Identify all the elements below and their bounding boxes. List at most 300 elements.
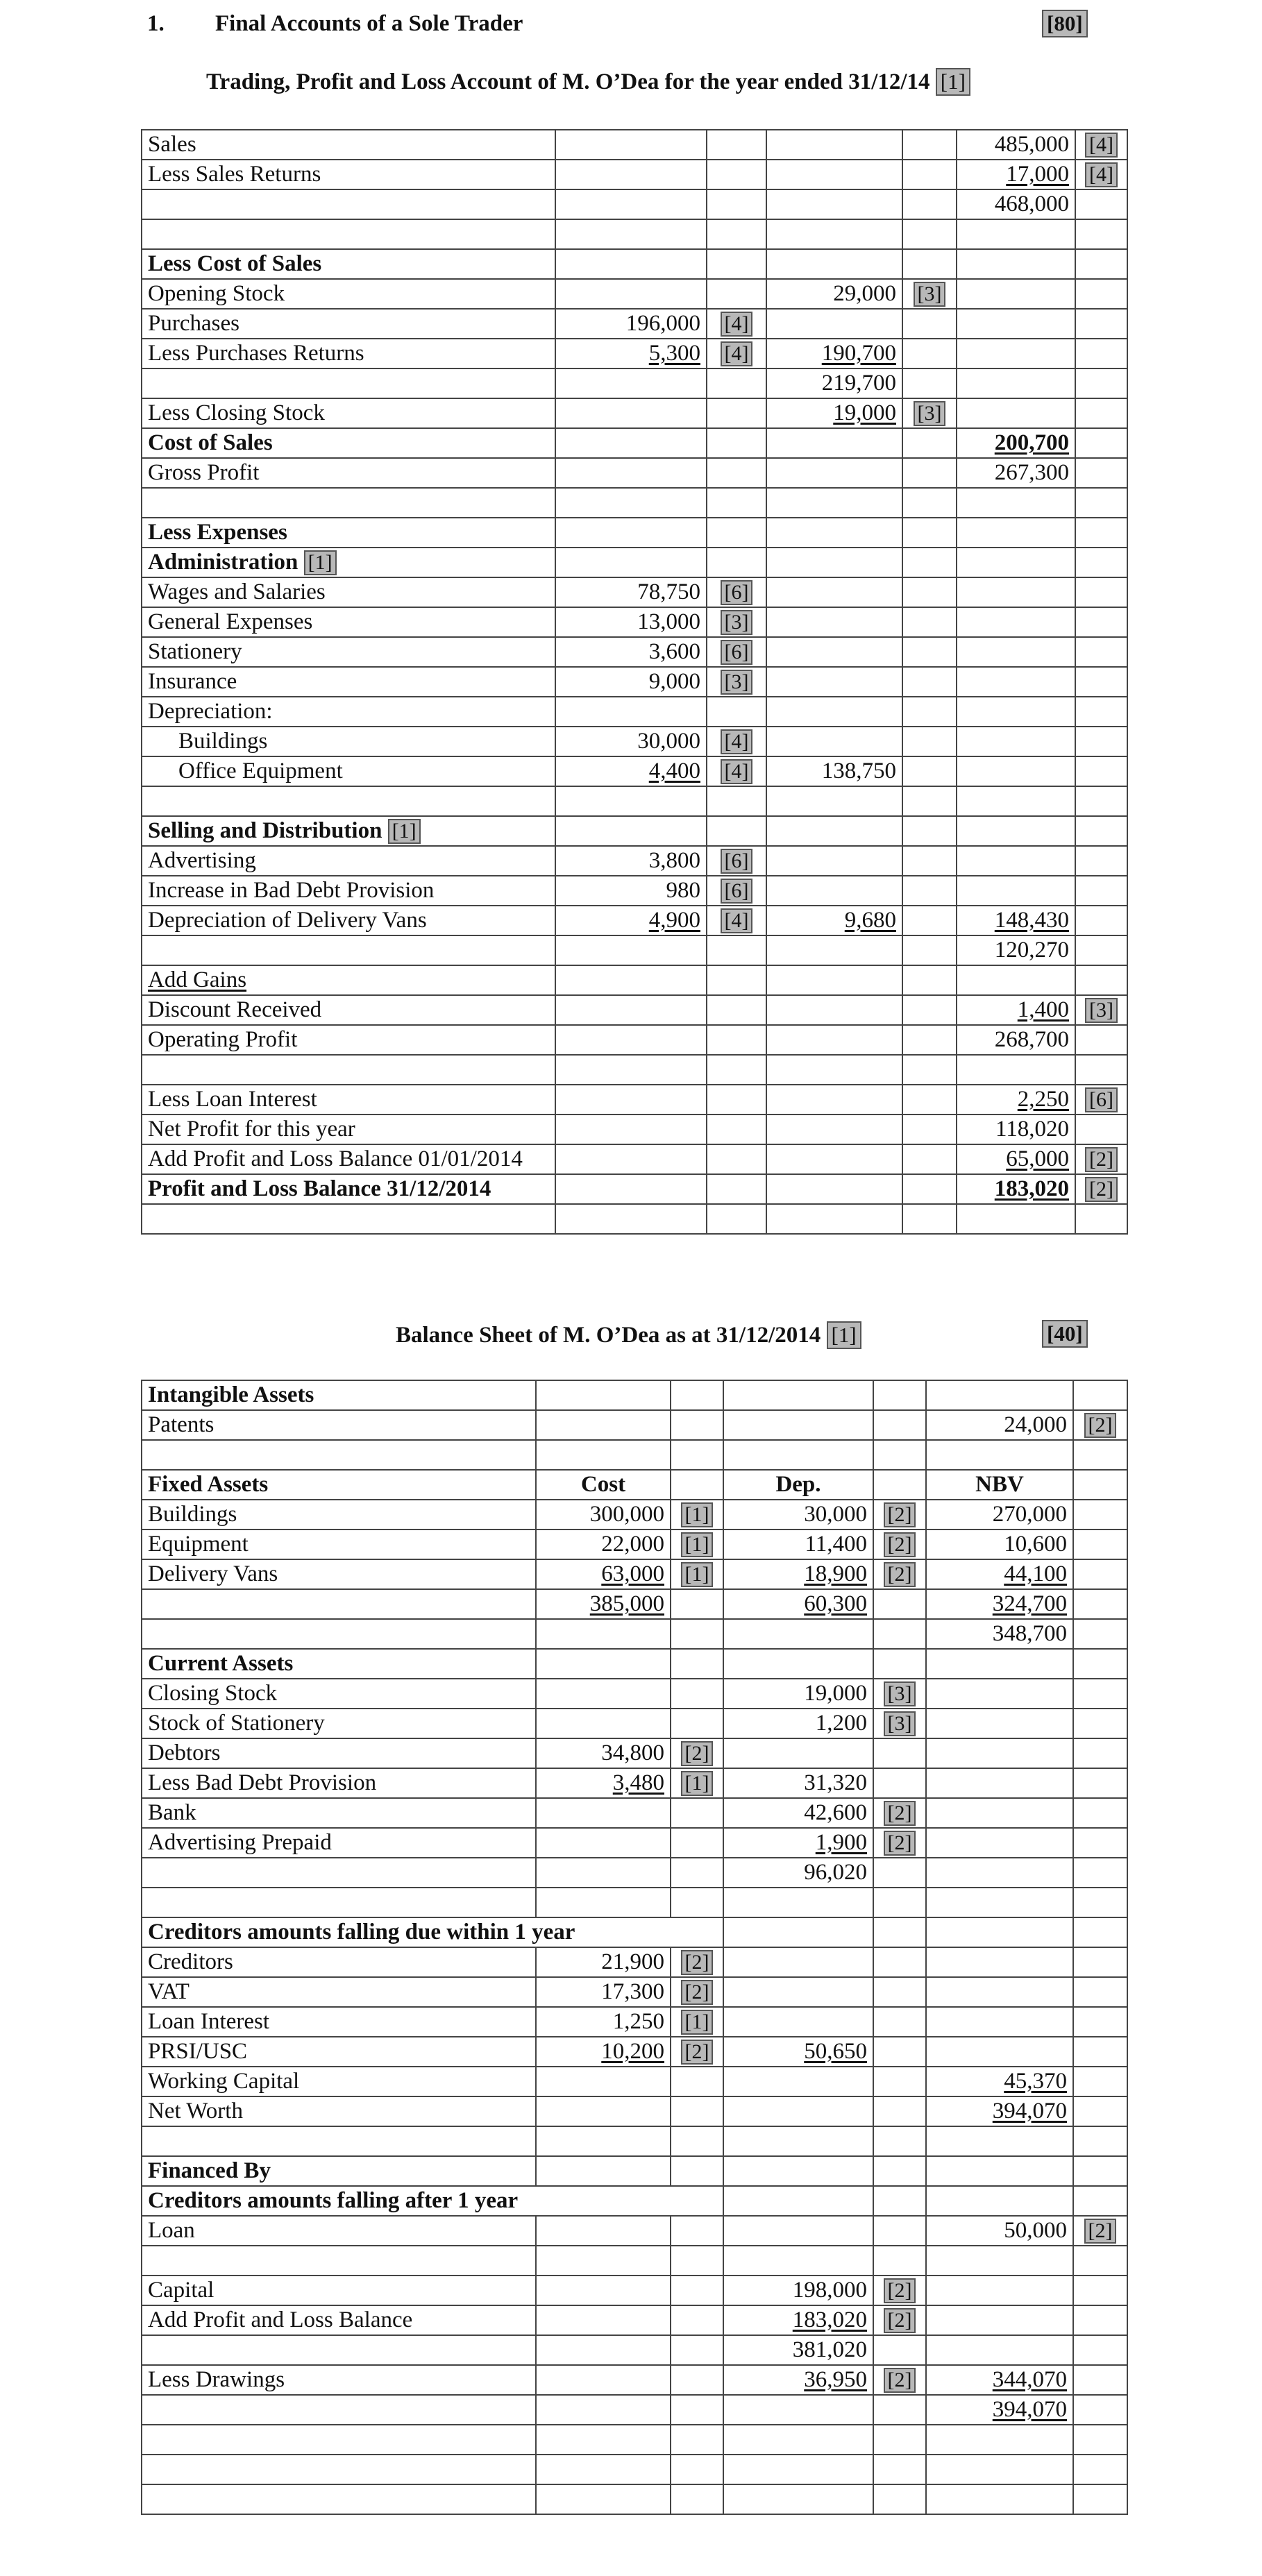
row-label-text: Profit and Loss Balance 31/12/2014 — [148, 1176, 491, 1201]
amount-col-d — [926, 1947, 1073, 1977]
tpl-row — [142, 607, 1127, 637]
amount-value: 198,000 — [792, 2278, 867, 2303]
amount-col-c — [723, 2305, 873, 2335]
mark-col-d — [1075, 398, 1127, 428]
mark-col-d — [1073, 1768, 1127, 1798]
amount-col-d — [957, 518, 1075, 548]
amount-col-a — [536, 1470, 671, 1500]
mark-col-a — [671, 2067, 723, 2096]
amount-col-d — [957, 1025, 1075, 1055]
row-label-text: Less Drawings — [148, 2367, 285, 2392]
bs-title-text: Balance Sheet of M. O’Dea as at 31/12/2014 — [396, 1323, 821, 1348]
amount-col-a — [555, 160, 707, 189]
row-label — [142, 428, 555, 458]
amount-value: 78,750 — [637, 579, 700, 604]
mark-col-a — [707, 1025, 766, 1055]
amount-value: 1,900 — [815, 1830, 867, 1855]
mark-col-a — [671, 1798, 723, 1828]
row-label — [142, 2156, 536, 2186]
mark-col-a — [671, 1530, 723, 1559]
mark-col-c — [902, 368, 957, 398]
mark-col-a — [671, 1470, 723, 1500]
mark-col-c — [873, 2096, 926, 2126]
mark-col-d — [1075, 1055, 1127, 1085]
amount-col-d — [957, 1055, 1075, 1085]
amount-col-c — [723, 1888, 873, 1917]
row-label — [142, 1977, 536, 2007]
row-label-text: Purchases — [148, 311, 239, 336]
tpl-row — [142, 1025, 1127, 1055]
mark-col-d — [1073, 2007, 1127, 2037]
amount-value: 29,000 — [833, 281, 896, 306]
row-label — [142, 1947, 536, 1977]
row-label — [142, 2425, 536, 2455]
amount-col-c — [723, 2246, 873, 2276]
row-label — [142, 727, 555, 756]
mark-badge: [2] — [884, 1532, 916, 1557]
mark-col-d — [1073, 2455, 1127, 2484]
question-total-marks — [1042, 10, 1088, 37]
amount-col-d — [926, 1380, 1073, 1410]
amount-col-c — [766, 1055, 902, 1085]
mark-col-d — [1073, 1380, 1127, 1410]
row-label — [142, 2126, 536, 2156]
amount-value: 10,200 — [601, 2039, 664, 2064]
bs-row — [142, 1798, 1127, 1828]
amount-value: 2,250 — [1017, 1087, 1069, 1112]
amount-col-c — [766, 249, 902, 279]
amount-col-d — [957, 756, 1075, 786]
amount-col-c — [766, 339, 902, 368]
mark-badge: [2] — [1084, 1413, 1117, 1438]
amount-col-a — [555, 577, 707, 607]
row-label — [142, 2276, 536, 2305]
row-label-text: Depreciation of Delivery Vans — [148, 908, 427, 933]
mark-col-a — [671, 1440, 723, 1470]
mark-badge: [2] — [681, 2040, 714, 2065]
mark-col-d — [1073, 1530, 1127, 1559]
amount-col-d — [926, 1619, 1073, 1649]
amount-col-a — [536, 2425, 671, 2455]
row-label-text: Selling and Distribution — [148, 818, 382, 843]
row-label-text: Equipment — [148, 1532, 249, 1557]
amount-col-c — [723, 2425, 873, 2455]
bs-row — [142, 1440, 1127, 1470]
row-label-text: Add Profit and Loss Balance 01/01/2014 — [148, 1146, 523, 1171]
amount-value: 96,020 — [804, 1860, 867, 1885]
row-label — [142, 1204, 555, 1234]
mark-col-a — [671, 1709, 723, 1738]
mark-col-d — [1075, 697, 1127, 727]
tpl-row — [142, 816, 1127, 846]
mark-col-c — [873, 1589, 926, 1619]
mark-col-c — [902, 160, 957, 189]
amount-col-c — [766, 1085, 902, 1115]
amount-col-d — [957, 368, 1075, 398]
amount-col-a — [555, 995, 707, 1025]
row-label — [142, 2455, 536, 2484]
amount-value: 11,400 — [805, 1532, 867, 1557]
mark-badge: [1] — [681, 1532, 714, 1557]
mark-col-d — [1073, 1440, 1127, 1470]
amount-value: 5,300 — [648, 341, 700, 366]
amount-col-c — [766, 846, 902, 876]
tpl-row — [142, 786, 1127, 816]
mark-col-c — [873, 2186, 926, 2216]
mark-col-d — [1073, 1410, 1127, 1440]
row-label-text: Fixed Assets — [148, 1472, 269, 1497]
amount-value: 34,800 — [601, 1740, 664, 1765]
mark-badge: [2] — [681, 1741, 714, 1766]
amount-col-d — [926, 2186, 1073, 2216]
amount-col-a — [536, 1410, 671, 1440]
question-number: 1. — [147, 11, 165, 36]
amount-col-a — [555, 1055, 707, 1085]
amount-col-c — [723, 2455, 873, 2484]
mark-col-d — [1075, 488, 1127, 518]
mark-col-d — [1075, 727, 1127, 756]
amount-value: 60,300 — [804, 1591, 867, 1616]
row-label — [142, 1798, 536, 1828]
row-label — [142, 339, 555, 368]
mark-col-c — [873, 1709, 926, 1738]
amount-value: 196,000 — [625, 311, 700, 336]
row-label — [142, 518, 555, 548]
amount-col-c — [766, 189, 902, 219]
bs-total-marks-badge: [40] — [1042, 1320, 1088, 1348]
amount-col-a — [536, 2156, 671, 2186]
mark-col-d — [1073, 2216, 1127, 2246]
amount-col-d — [957, 876, 1075, 906]
amount-value: 118,020 — [995, 1117, 1069, 1142]
mark-col-c — [902, 607, 957, 637]
amount-col-a — [536, 1440, 671, 1470]
amount-col-a — [536, 2335, 671, 2365]
row-label-text: Less Purchases Returns — [148, 341, 364, 366]
bs-row — [142, 2365, 1127, 2395]
row-label — [142, 2186, 723, 2216]
tpl-row — [142, 756, 1127, 786]
mark-col-d — [1073, 2037, 1127, 2067]
amount-col-d — [957, 1115, 1075, 1144]
row-label-text: General Expenses — [148, 609, 313, 634]
bs-row — [142, 2335, 1127, 2365]
amount-col-d — [926, 1589, 1073, 1619]
amount-value: 324,700 — [992, 1591, 1067, 1616]
bs-row — [142, 1679, 1127, 1709]
mark-col-a — [671, 1559, 723, 1589]
mark-col-a — [707, 935, 766, 965]
amount-col-c — [766, 727, 902, 756]
amount-col-a — [555, 488, 707, 518]
tpl-title-text: Trading, Profit and Loss Account of M. O’Dea for the year ended 31/12/14 — [206, 69, 930, 94]
amount-col-c — [723, 1530, 873, 1559]
row-label — [142, 2037, 536, 2067]
mark-badge: [2] — [681, 1980, 714, 2005]
amount-col-a — [536, 2096, 671, 2126]
amount-value: 24,000 — [1004, 1412, 1067, 1437]
amount-value: 63,000 — [601, 1561, 664, 1586]
mark-badge: [3] — [1085, 998, 1118, 1023]
amount-col-d — [957, 935, 1075, 965]
mark-col-a — [671, 1589, 723, 1619]
amount-value: 300,000 — [589, 1502, 664, 1527]
amount-col-a — [536, 1768, 671, 1798]
amount-col-c — [723, 1589, 873, 1619]
amount-col-d — [926, 2156, 1073, 2186]
mark-col-d — [1075, 518, 1127, 548]
row-label-text: Creditors — [148, 1949, 233, 1974]
mark-col-d — [1073, 1798, 1127, 1828]
mark-col-c — [902, 458, 957, 488]
amount-col-c — [766, 548, 902, 577]
amount-value: 10,600 — [1004, 1532, 1067, 1557]
amount-value: 42,600 — [804, 1800, 867, 1825]
trading-profit-loss-table — [141, 129, 1128, 1235]
amount-value: 183,020 — [792, 2307, 867, 2332]
amount-col-c — [723, 1470, 873, 1500]
amount-col-d — [926, 2395, 1073, 2425]
amount-col-a — [536, 2395, 671, 2425]
amount-col-c — [766, 637, 902, 667]
amount-col-d — [957, 697, 1075, 727]
amount-value: 22,000 — [601, 1532, 664, 1557]
amount-value: 19,000 — [804, 1681, 867, 1706]
mark-col-a — [671, 1649, 723, 1679]
amount-col-d — [926, 1679, 1073, 1709]
row-label-text: Increase in Bad Debt Provision — [148, 878, 435, 903]
amount-col-d — [926, 1559, 1073, 1589]
mark-col-d — [1073, 1559, 1127, 1589]
amount-col-a — [555, 846, 707, 876]
amount-col-d — [926, 2126, 1073, 2156]
row-label-text: Discount Received — [148, 997, 322, 1022]
mark-badge: [1] — [388, 819, 421, 844]
row-label — [142, 1470, 536, 1500]
amount-col-d — [926, 2037, 1073, 2067]
mark-col-c — [873, 2126, 926, 2156]
row-label-text: Less Expenses — [148, 520, 287, 545]
amount-col-d — [926, 1977, 1073, 2007]
tpl-row — [142, 130, 1127, 160]
amount-col-c — [723, 2156, 873, 2186]
row-label — [142, 548, 555, 577]
row-label — [142, 1410, 536, 1440]
tpl-row — [142, 339, 1127, 368]
mark-badge: [4] — [721, 759, 753, 784]
mark-col-a — [707, 846, 766, 876]
amount-col-d — [926, 1917, 1073, 1947]
bs-row — [142, 1589, 1127, 1619]
amount-col-a — [555, 518, 707, 548]
mark-badge: [3] — [721, 610, 753, 635]
mark-col-a — [671, 2096, 723, 2126]
mark-badge: [4] — [721, 729, 753, 754]
amount-value: 18,900 — [804, 1561, 867, 1586]
bs-row — [142, 2305, 1127, 2335]
row-label-text: Cost of Sales — [148, 430, 273, 455]
amount-value: 1,400 — [1017, 997, 1069, 1022]
amount-value: 19,000 — [833, 400, 896, 425]
bs-row — [142, 1649, 1127, 1679]
mark-col-a — [671, 2276, 723, 2305]
mark-badge: [6] — [721, 879, 753, 904]
mark-col-c — [873, 1947, 926, 1977]
row-label-text: Operating Profit — [148, 1027, 298, 1052]
mark-col-d — [1075, 786, 1127, 816]
mark-col-d — [1075, 130, 1127, 160]
amount-value: 1,250 — [612, 2009, 664, 2034]
amount-col-d — [926, 1888, 1073, 1917]
amount-col-d — [957, 130, 1075, 160]
mark-col-c — [873, 1798, 926, 1828]
column-heading: Cost — [580, 1472, 626, 1497]
amount-col-a — [555, 667, 707, 697]
amount-col-a — [536, 1828, 671, 1858]
amount-col-a — [536, 2246, 671, 2276]
mark-col-c — [902, 727, 957, 756]
amount-col-d — [957, 816, 1075, 846]
amount-col-d — [957, 577, 1075, 607]
amount-col-c — [766, 1115, 902, 1144]
mark-badge: [1] — [304, 550, 337, 575]
amount-col-c — [723, 1798, 873, 1828]
row-label-text: Less Sales Returns — [148, 162, 321, 187]
row-label — [142, 160, 555, 189]
amount-col-c — [766, 697, 902, 727]
row-label-text: Net Worth — [148, 2099, 243, 2124]
row-label — [142, 2216, 536, 2246]
mark-col-d — [1075, 607, 1127, 637]
amount-col-c — [723, 1858, 873, 1888]
mark-badge: [4] — [721, 312, 753, 337]
mark-col-c — [873, 1440, 926, 1470]
mark-col-d — [1075, 548, 1127, 577]
mark-col-a — [707, 607, 766, 637]
tpl-row — [142, 667, 1127, 697]
mark-col-c — [873, 1738, 926, 1768]
row-label — [142, 1115, 555, 1144]
bs-row — [142, 2246, 1127, 2276]
amount-value: 1,200 — [815, 1711, 867, 1736]
mark-col-c — [902, 697, 957, 727]
mark-col-d — [1073, 1649, 1127, 1679]
row-label — [142, 2365, 536, 2395]
amount-value: 50,000 — [1004, 2218, 1067, 2243]
mark-col-a — [707, 995, 766, 1025]
mark-col-d — [1075, 876, 1127, 906]
bs-row — [142, 2455, 1127, 2484]
mark-col-d — [1075, 846, 1127, 876]
row-label-text: Gross Profit — [148, 460, 260, 485]
amount-col-a — [536, 1559, 671, 1589]
mark-col-a — [671, 2246, 723, 2276]
mark-col-a — [671, 1738, 723, 1768]
mark-col-c — [873, 1410, 926, 1440]
mark-col-a — [707, 697, 766, 727]
mark-badge: [3] — [721, 670, 753, 695]
amount-col-a — [555, 607, 707, 637]
mark-col-c — [873, 1470, 926, 1500]
amount-value: 394,070 — [992, 2397, 1067, 2422]
mark-col-a — [707, 428, 766, 458]
tpl-row — [142, 189, 1127, 219]
row-label — [142, 1888, 536, 1917]
row-label — [142, 2007, 536, 2037]
amount-col-c — [723, 2395, 873, 2425]
amount-value: 381,020 — [792, 2337, 867, 2362]
mark-badge: [6] — [1085, 1087, 1118, 1112]
mark-col-d — [1075, 189, 1127, 219]
amount-col-a — [536, 2007, 671, 2037]
bs-row — [142, 2425, 1127, 2455]
row-label — [142, 2305, 536, 2335]
row-label — [142, 1440, 536, 1470]
amount-col-a — [555, 1085, 707, 1115]
amount-col-a — [536, 2216, 671, 2246]
mark-col-c — [902, 548, 957, 577]
amount-col-d — [926, 1709, 1073, 1738]
bs-row — [142, 1470, 1127, 1500]
mark-col-a — [671, 1888, 723, 1917]
amount-col-a — [555, 1115, 707, 1144]
mark-col-c — [873, 1649, 926, 1679]
amount-col-c — [723, 1679, 873, 1709]
mark-col-a — [707, 488, 766, 518]
amount-col-a — [555, 189, 707, 219]
row-label-text: Buildings — [148, 1502, 237, 1527]
mark-badge: [1] — [681, 1562, 714, 1587]
row-label — [142, 816, 555, 846]
amount-col-d — [957, 846, 1075, 876]
amount-col-c — [723, 1768, 873, 1798]
tpl-row — [142, 1115, 1127, 1144]
mark-col-d — [1075, 906, 1127, 935]
bs-total-marks — [1042, 1320, 1088, 1348]
amount-col-c — [766, 398, 902, 428]
row-label — [142, 1055, 555, 1085]
amount-col-d — [957, 637, 1075, 667]
amount-col-d — [957, 1144, 1075, 1174]
amount-col-a — [536, 1977, 671, 2007]
mark-col-d — [1075, 577, 1127, 607]
mark-col-d — [1073, 2305, 1127, 2335]
amount-value: 200,700 — [994, 430, 1069, 455]
amount-col-c — [766, 786, 902, 816]
mark-col-d — [1073, 2186, 1127, 2216]
mark-col-a — [671, 2425, 723, 2455]
amount-col-a — [536, 2455, 671, 2484]
question-title: Final Accounts of a Sole Trader — [215, 11, 523, 36]
amount-col-d — [926, 2455, 1073, 2484]
mark-col-c — [873, 2425, 926, 2455]
mark-col-a — [671, 1977, 723, 2007]
row-label — [142, 219, 555, 249]
row-label — [142, 607, 555, 637]
amount-value: 120,270 — [994, 938, 1069, 963]
amount-col-a — [536, 2305, 671, 2335]
mark-col-c — [902, 1025, 957, 1055]
amount-col-c — [766, 309, 902, 339]
row-label — [142, 309, 555, 339]
mark-col-a — [707, 368, 766, 398]
mark-col-c — [902, 965, 957, 995]
mark-col-c — [902, 398, 957, 428]
amount-col-c — [723, 1828, 873, 1858]
amount-col-a — [555, 1174, 707, 1204]
bs-row — [142, 2037, 1127, 2067]
amount-col-a — [536, 2067, 671, 2096]
